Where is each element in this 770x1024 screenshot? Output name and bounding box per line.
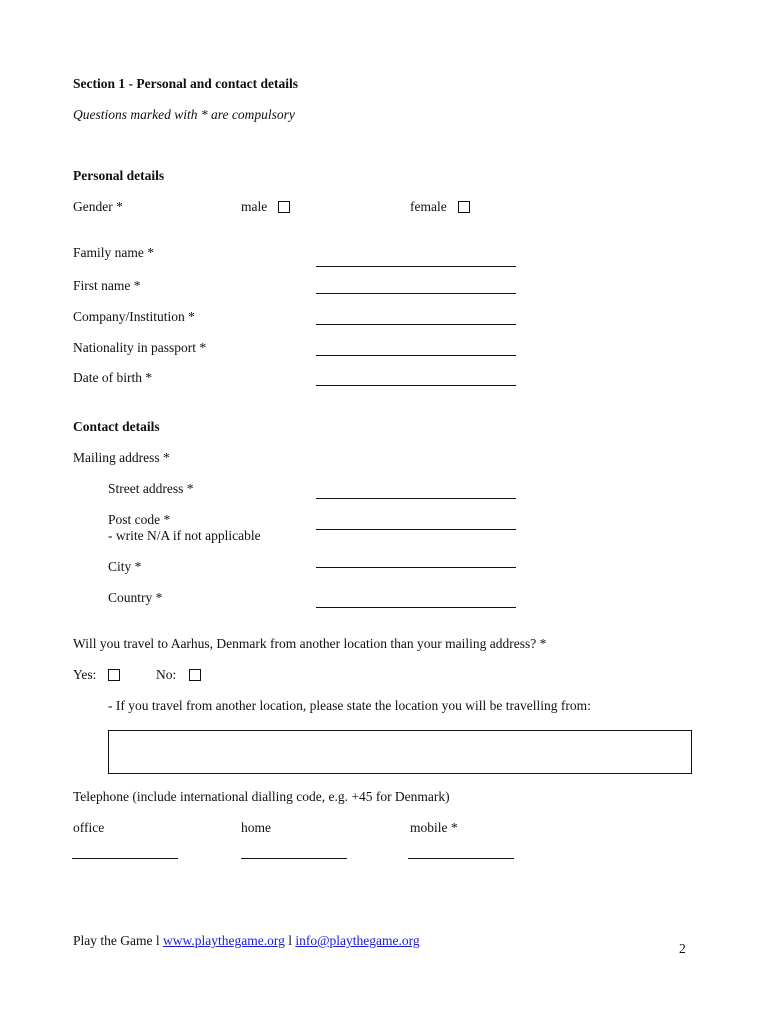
family-name-field[interactable] — [316, 266, 516, 267]
post-code-label: Post code * — [108, 512, 171, 527]
section-title: Section 1 - Personal and contact details — [73, 76, 298, 91]
company-label: Company/Institution * — [73, 309, 195, 324]
page-number: 2 — [679, 941, 686, 956]
footer-separator: l — [288, 933, 292, 948]
personal-details-heading: Personal details — [73, 168, 165, 183]
home-phone-field[interactable] — [241, 858, 347, 859]
email-link[interactable]: info@playthegame.org — [295, 933, 420, 948]
country-field[interactable] — [316, 607, 516, 608]
city-field[interactable] — [316, 567, 516, 568]
yes-checkbox[interactable] — [108, 669, 120, 681]
mailing-address-label: Mailing address * — [73, 450, 170, 465]
footer-org: Play the Game — [73, 933, 153, 948]
compulsory-note: Questions marked with * are compulsory — [73, 107, 295, 122]
nationality-field[interactable] — [316, 355, 516, 356]
city-label: City * — [108, 559, 142, 574]
date-of-birth-label: Date of birth * — [73, 370, 153, 385]
company-field[interactable] — [316, 324, 516, 325]
post-code-note: - write N/A if not applicable — [108, 528, 261, 543]
location-prompt: - If you travel from another location, please state the location you will be travelling from: — [108, 698, 591, 713]
yes-label: Yes: — [73, 667, 97, 682]
travel-location-field[interactable] — [108, 730, 692, 774]
female-checkbox[interactable] — [458, 201, 470, 213]
street-address-field[interactable] — [316, 498, 516, 499]
telephone-label: Telephone (include international dialling code, e.g. +45 for Denmark) — [73, 789, 450, 804]
first-name-field[interactable] — [316, 293, 516, 294]
post-code-field[interactable] — [316, 529, 516, 530]
website-link[interactable]: www.playthegame.org — [163, 933, 285, 948]
female-label: female — [410, 199, 447, 214]
no-label: No: — [156, 667, 177, 682]
footer-separator: l — [155, 933, 160, 948]
home-label: home — [241, 820, 271, 835]
travel-question: Will you travel to Aarhus, Denmark from another location than your mailing address? * — [73, 636, 547, 651]
footer — [73, 933, 420, 949]
gender-label: Gender * — [73, 199, 123, 214]
office-phone-field[interactable] — [72, 858, 178, 859]
first-name-label: First name * — [73, 278, 141, 293]
mobile-label: mobile * — [410, 820, 458, 835]
office-label: office — [73, 820, 105, 835]
male-checkbox[interactable] — [278, 201, 290, 213]
male-label: male — [241, 199, 268, 214]
family-name-label: Family name * — [73, 245, 154, 260]
street-address-label: Street address * — [108, 481, 194, 496]
mobile-phone-field[interactable] — [408, 858, 514, 859]
country-label: Country * — [108, 590, 163, 605]
date-of-birth-field[interactable] — [316, 385, 516, 386]
nationality-label: Nationality in passport * — [73, 340, 207, 355]
no-checkbox[interactable] — [189, 669, 201, 681]
contact-details-heading: Contact details — [73, 419, 160, 434]
